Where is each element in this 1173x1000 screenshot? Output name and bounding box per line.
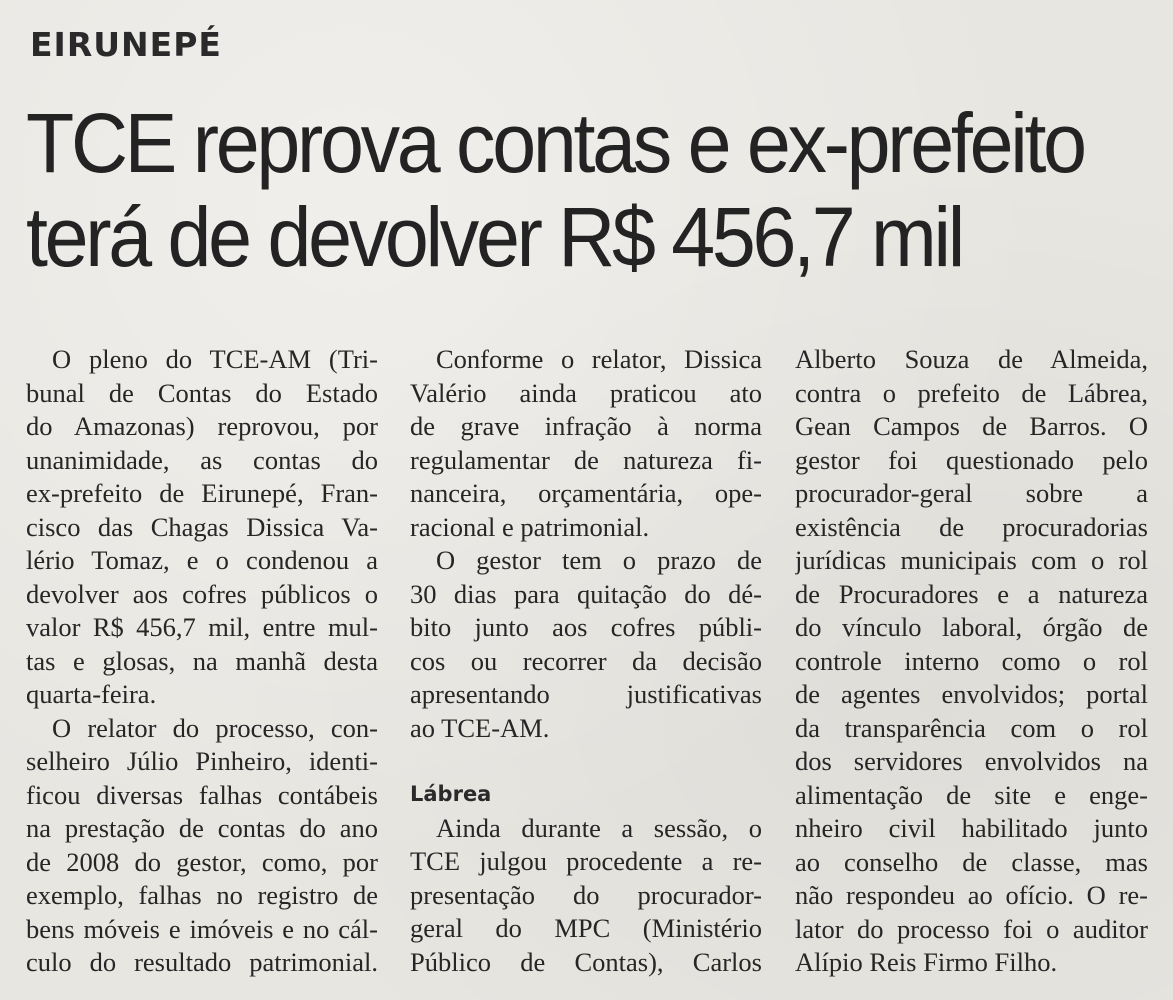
body-line: ficou diversas falhas contábeis: [26, 779, 378, 810]
body-line: procurador-geral sobre a: [795, 478, 1148, 508]
body-line: TCE julgou procedente a re-: [410, 846, 762, 876]
body-line: valor R$ 456,7 mil, entre mul-: [26, 612, 378, 642]
body-line: apresentando justificativas: [410, 679, 762, 709]
article-column-1: [26, 343, 378, 980]
body-line: O gestor tem o prazo de: [436, 545, 762, 575]
body-line: de Procuradores e a natureza: [795, 578, 1148, 609]
body-line: 30 dias para quitação do dé-: [410, 578, 762, 609]
body-line: O pleno do TCE-AM (Tri-: [52, 344, 378, 374]
body-line: bunal de Contas do Estado: [26, 377, 378, 408]
body-line: exemplo, falhas no registro de: [26, 880, 378, 910]
body-line: de 2008 do gestor, como, por: [26, 846, 378, 877]
body-line: cisco das Chagas Dissica Va-: [26, 511, 378, 542]
body-line: alimentação de site e enge-: [795, 779, 1148, 810]
body-line: O relator do processo, con-: [52, 712, 378, 743]
body-line: lator do processo foi o auditor: [795, 913, 1148, 944]
body-line: ex-prefeito de Eirunepé, Fran-: [26, 478, 378, 508]
body-line: na prestação de contas do ano: [26, 813, 378, 843]
body-line: presentação do procurador-: [410, 879, 762, 910]
body-line: cos ou recorrer da decisão: [410, 645, 762, 676]
body-line: quarta-feira.: [26, 679, 157, 709]
body-line: nanceira, orçamentária, ope-: [410, 478, 762, 508]
headline-line: TCE reprova contas e ex-prefeito: [26, 96, 1084, 190]
body-line: da transparência com o rol: [795, 712, 1148, 743]
body-line: Público de Contas), Carlos: [410, 946, 762, 977]
body-line: Gean Campos de Barros. O: [795, 411, 1148, 441]
body-line: existência de procuradorias: [795, 511, 1148, 542]
body-line: Valério ainda praticou ato: [410, 377, 762, 408]
body-line: Conforme o relator, Dissica: [436, 344, 762, 374]
body-line: de agentes envolvidos; portal: [795, 679, 1148, 709]
article-column-2: [410, 343, 762, 979]
body-line: bito junto aos cofres públi-: [410, 612, 762, 642]
body-line: bens móveis e imóveis e no cál-: [26, 913, 378, 944]
body-line: contra o prefeito de Lábrea,: [795, 377, 1148, 408]
body-line: não respondeu ao ofício. O re-: [795, 880, 1148, 910]
body-line: devolver aos cofres públicos o: [26, 578, 378, 609]
headline: [26, 96, 1088, 284]
body-line: ao conselho de classe, mas: [795, 846, 1148, 877]
body-line: racional e patrimonial.: [410, 511, 650, 542]
body-line: jurídicas municipais com o rol: [795, 545, 1148, 575]
body-line: gestor foi questionado pelo: [795, 444, 1148, 475]
body-line: dos servidores envolvidos na: [795, 746, 1148, 776]
section-label: EIRUNEPÉ: [30, 25, 222, 64]
body-line: selheiro Júlio Pinheiro, identi-: [26, 746, 378, 776]
body-line: regulamentar de natureza fi-: [410, 444, 762, 475]
body-line: geral do MPC (Ministério: [410, 913, 762, 943]
body-line: de grave infração à norma: [410, 411, 762, 441]
body-line: controle interno como o rol: [795, 645, 1148, 676]
body-line: lério Tomaz, e o condenou a: [26, 545, 378, 575]
subheading: Lábrea: [410, 782, 492, 806]
body-line: Ainda durante a sessão, o: [436, 812, 762, 843]
body-line: tas e glosas, na manhã desta: [26, 645, 378, 676]
article-column-3: [795, 343, 1148, 980]
headline-line: terá de devolver R$ 456,7 mil: [26, 190, 963, 284]
body-line: culo do resultado patrimonial.: [26, 947, 378, 977]
body-line: do vínculo laboral, órgão de: [795, 612, 1148, 642]
body-line: Alberto Souza de Almeida,: [795, 344, 1148, 374]
body-line: do Amazonas) reprovou, por: [26, 411, 378, 441]
body-line: Alípio Reis Firmo Filho.: [795, 947, 1058, 977]
body-line: unanimidade, as contas do: [26, 444, 378, 475]
body-line: nheiro civil habilitado junto: [795, 813, 1148, 843]
body-line: ao TCE-AM.: [410, 712, 550, 743]
